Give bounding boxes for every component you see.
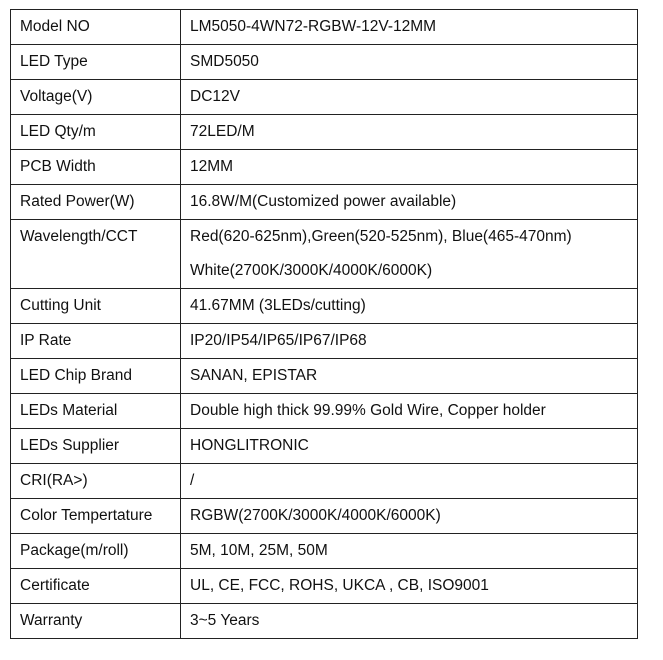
row-label: LED Type xyxy=(11,45,181,80)
table-row xyxy=(11,80,638,115)
table-row xyxy=(11,604,638,639)
row-label: Certificate xyxy=(11,569,181,604)
row-label: Color Tempertature xyxy=(11,499,181,534)
row-value: 12MM xyxy=(181,150,638,185)
row-value: UL, CE, FCC, ROHS, UKCA , CB, ISO9001 xyxy=(181,569,638,604)
row-value-line: White(2700K/3000K/4000K/6000K) xyxy=(190,262,433,279)
table-row xyxy=(11,150,638,185)
table-row xyxy=(11,394,638,429)
table-row xyxy=(11,569,638,604)
row-value: LM5050-4WN72-RGBW-12V-12MM xyxy=(181,10,638,45)
row-value: SMD5050 xyxy=(181,45,638,80)
row-value xyxy=(181,220,638,289)
table-row xyxy=(11,464,638,499)
row-value: 5M, 10M, 25M, 50M xyxy=(181,534,638,569)
row-label: CRI(RA>) xyxy=(11,464,181,499)
row-value: RGBW(2700K/3000K/4000K/6000K) xyxy=(181,499,638,534)
row-value: IP20/IP54/IP65/IP67/IP68 xyxy=(181,324,638,359)
row-label: LEDs Material xyxy=(11,394,181,429)
table-row xyxy=(11,359,638,394)
row-label: Voltage(V) xyxy=(11,80,181,115)
row-label: Wavelength/CCT xyxy=(11,220,181,289)
row-label: LED Qty/m xyxy=(11,115,181,150)
row-label: Model NO xyxy=(11,10,181,45)
table-row xyxy=(11,10,638,45)
row-label: Warranty xyxy=(11,604,181,639)
row-value: HONGLITRONIC xyxy=(181,429,638,464)
table-row xyxy=(11,45,638,80)
row-label: LED Chip Brand xyxy=(11,359,181,394)
row-value: 72LED/M xyxy=(181,115,638,150)
row-label: Cutting Unit xyxy=(11,289,181,324)
table-row xyxy=(11,429,638,464)
row-value: 16.8W/M(Customized power available) xyxy=(181,185,638,220)
table-row xyxy=(11,289,638,324)
row-value: 41.67MM (3LEDs/cutting) xyxy=(181,289,638,324)
row-label: LEDs Supplier xyxy=(11,429,181,464)
table-row xyxy=(11,324,638,359)
table-row xyxy=(11,534,638,569)
table-row xyxy=(11,220,638,289)
row-value: 3~5 Years xyxy=(181,604,638,639)
row-value-line: Red(620-625nm),Green(520-525nm), Blue(465-470nm) xyxy=(190,228,572,245)
spec-table xyxy=(10,9,638,639)
row-value: Double high thick 99.99% Gold Wire, Copper holder xyxy=(181,394,638,429)
row-label: IP Rate xyxy=(11,324,181,359)
row-label: Package(m/roll) xyxy=(11,534,181,569)
table-row xyxy=(11,115,638,150)
table-row xyxy=(11,185,638,220)
row-label: Rated Power(W) xyxy=(11,185,181,220)
row-value: DC12V xyxy=(181,80,638,115)
row-label: PCB Width xyxy=(11,150,181,185)
table-row xyxy=(11,499,638,534)
row-value: / xyxy=(181,464,638,499)
row-value: SANAN, EPISTAR xyxy=(181,359,638,394)
